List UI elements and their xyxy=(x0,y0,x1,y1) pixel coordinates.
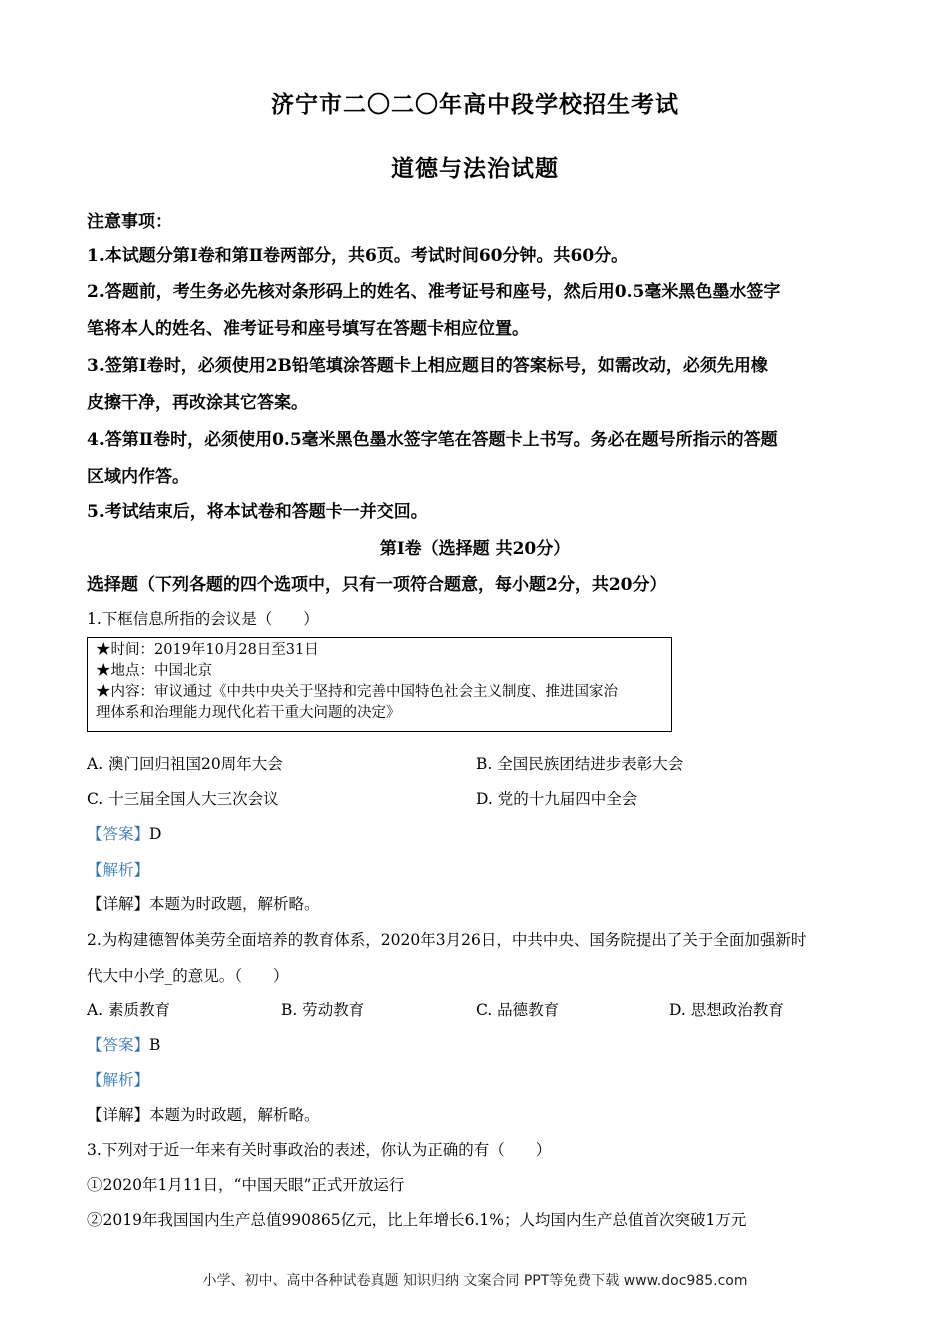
q1-option-d: D. 党的十九届四中全会 xyxy=(476,790,638,808)
q1-box-line: ★内容：审议通过《中共中央关于坚持和完善中国特色社会主义制度、推进国家治 xyxy=(96,684,618,700)
q3-stem: 3.下列对于近一年来有关时事政治的表述，你认为正确的有（ ） xyxy=(87,1141,552,1159)
detail-label: 【详解】 xyxy=(87,1106,150,1124)
detail-label: 【详解】 xyxy=(87,895,150,913)
q3-item: ②2019年我国国内生产总值990865亿元，比上年增长6.1%；人均国内生产总值首次突破1万元 xyxy=(87,1211,747,1229)
q1-option-b: B. 全国民族团结进步表彰大会 xyxy=(476,755,684,773)
q3-item: ①2020年1月11日，“中国天眼”正式开放运行 xyxy=(87,1176,405,1194)
q1-answer xyxy=(87,822,161,844)
q1-box-line: ★时间：2019年10月28日至31日 xyxy=(96,642,319,658)
q2-option-d: D. 思想政治教育 xyxy=(669,1001,784,1019)
notice-item: 3.签第Ⅰ卷时，必须使用2B铅笔填涂答题卡上相应题目的答案标号，如需改动，必须先用橡 xyxy=(87,356,768,376)
answer-label: 【答案】 xyxy=(87,825,150,843)
q2-option-c: C. 品德教育 xyxy=(476,1001,560,1019)
exam-title: 济宁市二〇二〇年高中段学校招生考试 xyxy=(271,91,679,118)
q2-option-a: A. 素质教育 xyxy=(87,1001,171,1019)
q2-stem-line1: 2.为构建德智体美劳全面培养的教育体系，2020年3月26日，中共中央、国务院提出了关于全面加强新时 xyxy=(87,931,807,949)
detail-text: 本题为时政题，解析略。 xyxy=(149,895,320,913)
q1-stem: 1.下框信息所指的会议是（ ） xyxy=(87,610,319,628)
q1-analysis-label: 【解析】 xyxy=(87,861,150,879)
section-instruction: 选择题（下列各题的四个选项中，只有一项符合题意，每小题2分，共20分） xyxy=(87,575,667,595)
q1-info-box xyxy=(87,637,672,732)
q2-stem-line2: 代大中小学_的意见。（ ） xyxy=(87,967,289,985)
notice-item: 笔将本人的姓名、准考证号和座号填写在答题卡相应位置。 xyxy=(87,319,529,339)
notice-item: 皮擦干净，再改涂其它答案。 xyxy=(87,393,308,413)
q2-option-b: B. 劳动教育 xyxy=(281,1001,365,1019)
q2-analysis-label: 【解析】 xyxy=(87,1071,150,1089)
notice-heading: 注意事项： xyxy=(87,212,172,232)
detail-text: 本题为时政题，解析略。 xyxy=(149,1106,320,1124)
q1-option-a: A. 澳门回归祖国20周年大会 xyxy=(87,755,283,773)
q1-box-line: ★地点：中国北京 xyxy=(96,663,212,679)
section-title: 第Ⅰ卷（选择题 共20分） xyxy=(379,539,571,559)
exam-subtitle: 道德与法治试题 xyxy=(391,155,559,182)
notice-item: 4.答第Ⅱ卷时，必须使用0.5毫米黑色墨水签字笔在答题卡上书写。务必在题号所指示的答题 xyxy=(87,430,778,450)
answer-value: D xyxy=(149,825,162,843)
q2-answer xyxy=(87,1033,160,1055)
q1-box-line: 理体系和治理能力现代化若干重大问题的决定》 xyxy=(96,705,401,721)
q2-detail xyxy=(87,1103,320,1125)
notice-item: 区域内作答。 xyxy=(87,467,189,487)
answer-value: B xyxy=(149,1036,161,1054)
notice-item: 5.考试结束后，将本试卷和答题卡一并交回。 xyxy=(87,502,428,522)
q1-option-c: C. 十三届全国人大三次会议 xyxy=(87,790,279,808)
notice-item: 2.答题前，考生务必先核对条形码上的姓名、准考证号和座号，然后用0.5毫米黑色墨水签字 xyxy=(87,282,781,302)
answer-label: 【答案】 xyxy=(87,1036,150,1054)
page-footer: 小学、初中、高中各种试卷真题 知识归纳 文案合同 PPT等免费下载 www.doc985.com xyxy=(202,1273,748,1289)
q1-detail xyxy=(87,892,320,914)
notice-item: 1.本试题分第Ⅰ卷和第Ⅱ卷两部分，共6页。考试时间60分钟。共60分。 xyxy=(87,246,629,266)
